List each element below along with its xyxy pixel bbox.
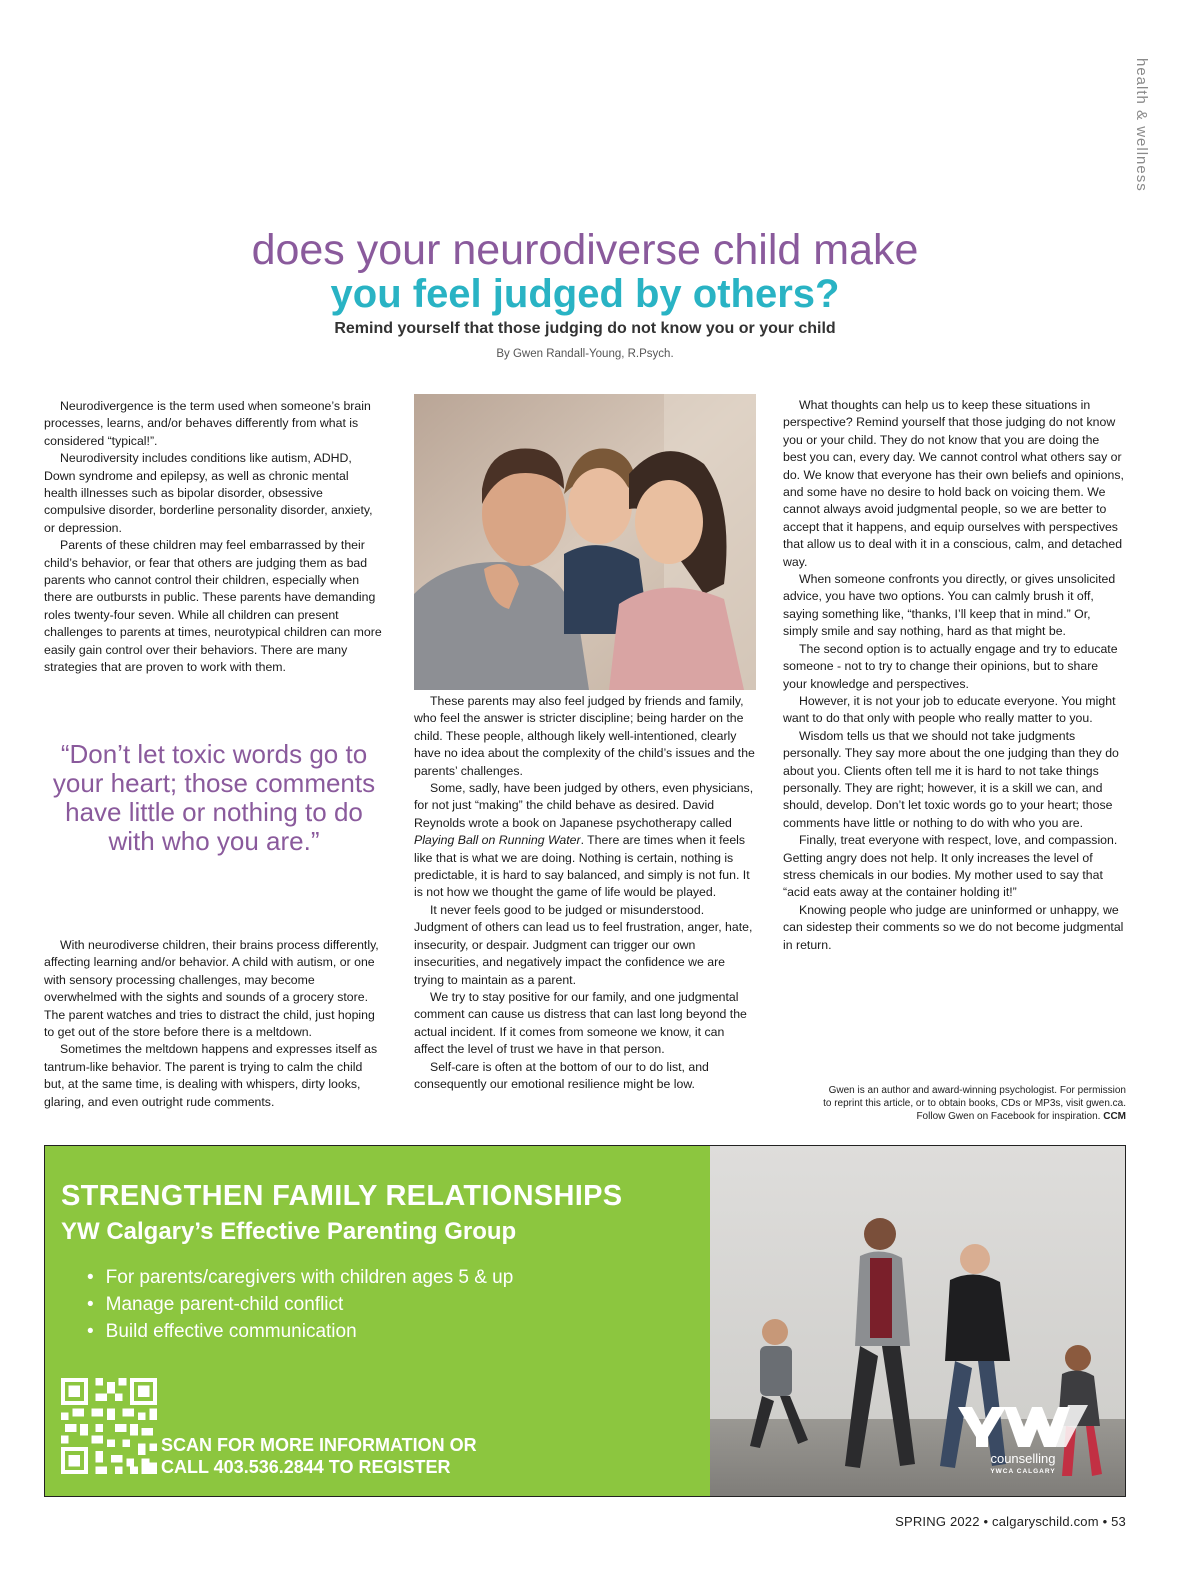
paragraph: Wisdom tells us that we should not take judgments personally. They say more about the one judging than they do about you. Clients often tell me it is hard to not take things personally. They are right; however, it is a skill we can, and should, develop. Don’t let toxic words go to your heart; those comments have little or nothing to do with who you are. <box>783 728 1119 830</box>
ad-headline: STRENGTHEN FAMILY RELATIONSHIPS <box>61 1180 623 1212</box>
paragraph: Finally, treat everyone with respect, love, and compassion. Getting angry does not help. It only increases the level of stress chemicals in our bodies. My mother used to say that “acid eats away at the container holding it!” <box>783 833 1118 900</box>
column-2 <box>414 693 756 1093</box>
ad-bullet: • Build effective communication <box>87 1318 513 1345</box>
bio-text: Follow Gwen on Facebook for inspiration. <box>916 1111 1101 1122</box>
paragraph <box>414 780 756 902</box>
ad-bullet-list <box>87 1264 513 1345</box>
bio-line <box>780 1110 1126 1123</box>
ad-call-to-action <box>161 1434 477 1478</box>
byline: By Gwen Randall-Young, R.Psych. <box>496 348 674 360</box>
logo-word: counselling <box>990 1451 1056 1466</box>
ad-bullet: • Manage parent-child conflict <box>87 1291 513 1318</box>
article-title-line1: does your neurodiverse child make <box>251 226 919 274</box>
paragraph: It never feels good to be judged or misunderstood. Judgment of others can lead us to feel frustration, anger, hate, insecurity, or despair. Judgment can trigger our own insecurities, and negatively impact the confidence we are trying to maintain as a parent. <box>414 902 753 987</box>
paragraph: Parents of these children may feel embarrassed by their child’s behavior, or fear that others are judging them as bad parents who cannot control their children, especially when there are outbursts in public. These parents have demanding roles twenty-four seven. While all children can present challenges to parents at times, neurotypical children can more easily gain control over their behaviors. There are many strategies that are proven to work with them. <box>44 538 382 675</box>
cta-line: SCAN FOR MORE INFORMATION OR <box>161 1435 477 1455</box>
article-subtitle: Remind yourself that those judging do not know you or your child <box>334 320 836 337</box>
ad-green-panel <box>45 1146 710 1496</box>
book-title: Playing Ball on Running Water <box>414 833 581 848</box>
pull-quote: “Don’t let toxic words go to your heart; those comments have little or nothing to do with who you are.” <box>52 739 376 856</box>
paragraph: Self-care is often at the bottom of our to do list, and consequently our emotional resilience might be low. <box>414 1059 709 1091</box>
logo-subtext: YWCA CALGARY <box>990 1468 1056 1475</box>
author-bio <box>780 1084 1126 1123</box>
cta-line: CALL 403.536.2844 TO REGISTER <box>161 1457 451 1477</box>
paragraph: We try to stay positive for our family, and one judgmental comment can cause us distress that can last long beyond the actual incident. If it comes from someone we know, it can affect the level of trust we have in that person. <box>414 989 747 1057</box>
end-mark: CCM <box>1103 1111 1126 1122</box>
paragraph: With neurodiverse children, their brains process differently, affecting learning and/or behavior. A child with autism, or one with sensory processing challenges, may become overwhelmed with the sights and sounds of a grocery store. The parent watches and tries to distract the child, just hoping to get out of the store before there is a meltdown. <box>44 938 379 1040</box>
section-tab <box>1128 58 1152 208</box>
page-footer: SPRING 2022 • calgaryschild.com • 53 <box>895 1514 1126 1529</box>
column-3 <box>783 397 1125 954</box>
text-run: Some, sadly, have been judged by others, even physicians, for not just “making” the child behave as desired. David Reynolds wrote a book on Japanese psychotherapy called <box>414 781 754 830</box>
paragraph: These parents may also feel judged by friends and family, who feel the answer is stricter discipline; being harder on the child. These people, although likely well-intentioned, clearly have no idea about the complexity of the child’s issues and the parents’ challenges. <box>414 694 755 778</box>
bio-line: to reprint this article, or to obtain books, CDs or MP3s, visit gwen.ca. <box>823 1098 1126 1109</box>
ad-subhead: YW Calgary’s Effective Parenting Group <box>61 1218 517 1245</box>
section-label: health & wellness <box>1133 58 1150 192</box>
family-photo <box>414 394 756 690</box>
text-run: . There are times when it feels like that is what we are doing. Nothing is certain, nothing is predictable, it is hard to say balanced, and simply is not fun. It is not how we thought the game of life would be played. <box>414 833 750 900</box>
bio-line: Gwen is an author and award-winning psychologist. For permission <box>828 1085 1126 1096</box>
ad-bullet: • For parents/caregivers with children ages 5 & up <box>87 1264 513 1291</box>
qr-code-icon[interactable] <box>61 1378 157 1474</box>
paragraph: When someone confronts you directly, or gives unsolicited advice, you have two options. You can calmly brush it off, saying something like, “thanks, I’ll keep that in mind.” Or, simply smile and say nothing, hard as that might be. <box>783 572 1116 639</box>
column-1-top <box>44 398 384 677</box>
paragraph: Neurodiversity includes conditions like autism, ADHD, Down syndrome and epilepsy, as well as chronic mental health illnesses such as bipolar disorder, obsessive compulsive disorder, borderline personality disorder, anxiety, or depression. <box>44 451 373 535</box>
ywca-logo <box>948 1403 1098 1475</box>
article-title-line2: you feel judged by others? <box>330 272 840 316</box>
column-1-bottom <box>44 937 386 1111</box>
paragraph: However, it is not your job to educate everyone. You might want to do that only with people who really matter to you. <box>783 693 1116 726</box>
paragraph: The second option is to actually engage and try to educate someone - not to try to change their opinions, but to share your knowledge and perspectives. <box>783 641 1118 691</box>
paragraph: Knowing people who judge are uninformed or unhappy, we can sidestep their comments so we do not become judgmental in return. <box>783 902 1124 952</box>
paragraph: Sometimes the meltdown happens and expresses itself as tantrum-like behavior. The parent is trying to calm the child but, at the same time, is dealing with whispers, dirty looks, glaring, and even outright rude comments. <box>44 1042 378 1109</box>
paragraph: Neurodivergence is the term used when someone’s brain processes, learns, and/or behaves differently from what is considered “typical!”. <box>44 399 371 448</box>
paragraph: What thoughts can help us to keep these situations in perspective? Remind yourself that those judging do not know you or your child. They do not know that you are doing the best you can, every day. We cannot control what others say or do. We know that everyone has their own beliefs and opinions, and some have no desire to hold back on voicing them. We cannot always avoid judgmental people, so we are better to accept that it happens, and equip ourselves with perspectives that allow us to deal with it in a conscious, calm, and detached way. <box>783 398 1124 569</box>
